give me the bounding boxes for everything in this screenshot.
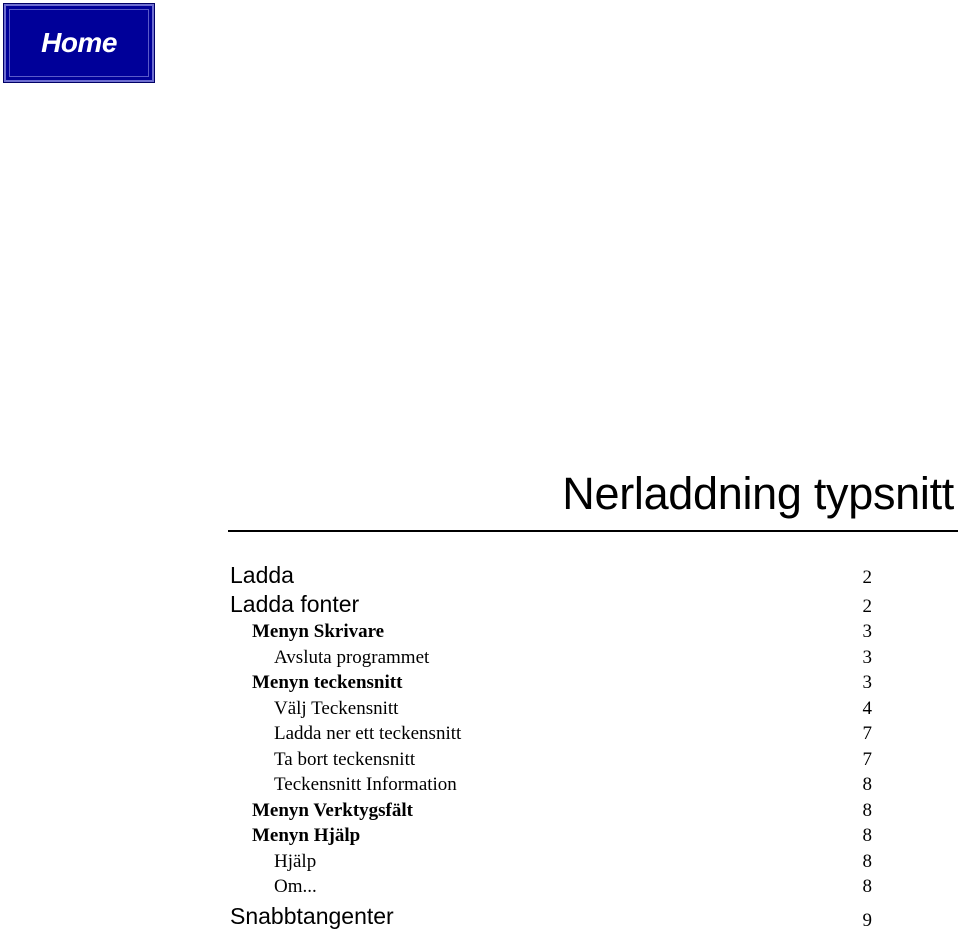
toc-entry-text: Ladda <box>230 562 294 588</box>
toc-entry-page: 3 <box>862 621 872 642</box>
toc-entry-text: Avsluta programmet <box>274 646 430 668</box>
toc-entry-text: Välj Teckensnitt <box>274 697 399 719</box>
toc-entry-page: 8 <box>862 876 872 897</box>
toc-entry-page: 3 <box>862 646 872 668</box>
toc-entry-page: 8 <box>862 799 872 821</box>
toc-entry-teckensnitt-information[interactable] <box>230 772 872 798</box>
toc-entry-text: Menyn teckensnitt <box>252 672 403 693</box>
toc-entry-menyn-hjalp[interactable] <box>230 823 872 849</box>
toc-entry-ta-bort[interactable] <box>230 747 872 773</box>
toc-entry-page: 8 <box>862 850 872 872</box>
toc-entry-text: Ladda ner ett teckensnitt <box>274 723 462 744</box>
toc-entry-text: Ta bort teckensnitt <box>274 748 416 770</box>
toc-entry-page: 7 <box>862 723 872 744</box>
toc-entry-ladda-fonter[interactable] <box>230 589 872 619</box>
toc-entry-page: 8 <box>862 774 872 795</box>
toc-entry-menyn-verktygsfalt[interactable] <box>230 798 872 824</box>
toc-entry-text: Menyn Skrivare <box>252 621 385 642</box>
home-button[interactable] <box>4 4 154 82</box>
toc-entry-ladda-ner[interactable] <box>230 721 872 747</box>
toc-entry-ladda[interactable] <box>230 560 872 589</box>
toc-entry-text: Snabbtangenter <box>230 902 394 929</box>
toc-entry-text: Hjälp <box>274 850 317 872</box>
toc-entry-valj-teckensnitt[interactable] <box>230 696 872 722</box>
toc-entry-text: Ladda fonter <box>230 591 360 617</box>
toc-entry-page: 2 <box>862 567 872 588</box>
toc-entry-page: 4 <box>862 697 872 719</box>
toc-entry-snabbtangenter[interactable] <box>230 900 872 932</box>
toc-entry-page: 9 <box>862 909 872 931</box>
document-title: Nerladdning typsnitt <box>562 468 954 519</box>
toc-entry-menyn-teckensnitt[interactable] <box>230 670 872 696</box>
title-divider <box>228 530 958 532</box>
toc-entry-page: 2 <box>862 596 872 617</box>
toc-entry-page: 3 <box>862 672 872 693</box>
toc-entry-page: 8 <box>862 825 872 846</box>
toc-entry-page: 7 <box>862 748 872 770</box>
toc-entry-om[interactable] <box>230 874 872 900</box>
table-of-contents <box>230 560 872 932</box>
toc-entry-text: Menyn Verktygsfält <box>252 799 413 821</box>
toc-entry-text: Teckensnitt Information <box>274 774 457 795</box>
toc-entry-text: Menyn Hjälp <box>252 825 361 846</box>
toc-entry-avsluta-programmet[interactable] <box>230 645 872 671</box>
toc-entry-text: Om... <box>274 876 317 897</box>
toc-entry-hjalp[interactable] <box>230 849 872 875</box>
home-button-label: Home <box>41 27 117 58</box>
toc-entry-menyn-skrivare[interactable] <box>230 619 872 645</box>
